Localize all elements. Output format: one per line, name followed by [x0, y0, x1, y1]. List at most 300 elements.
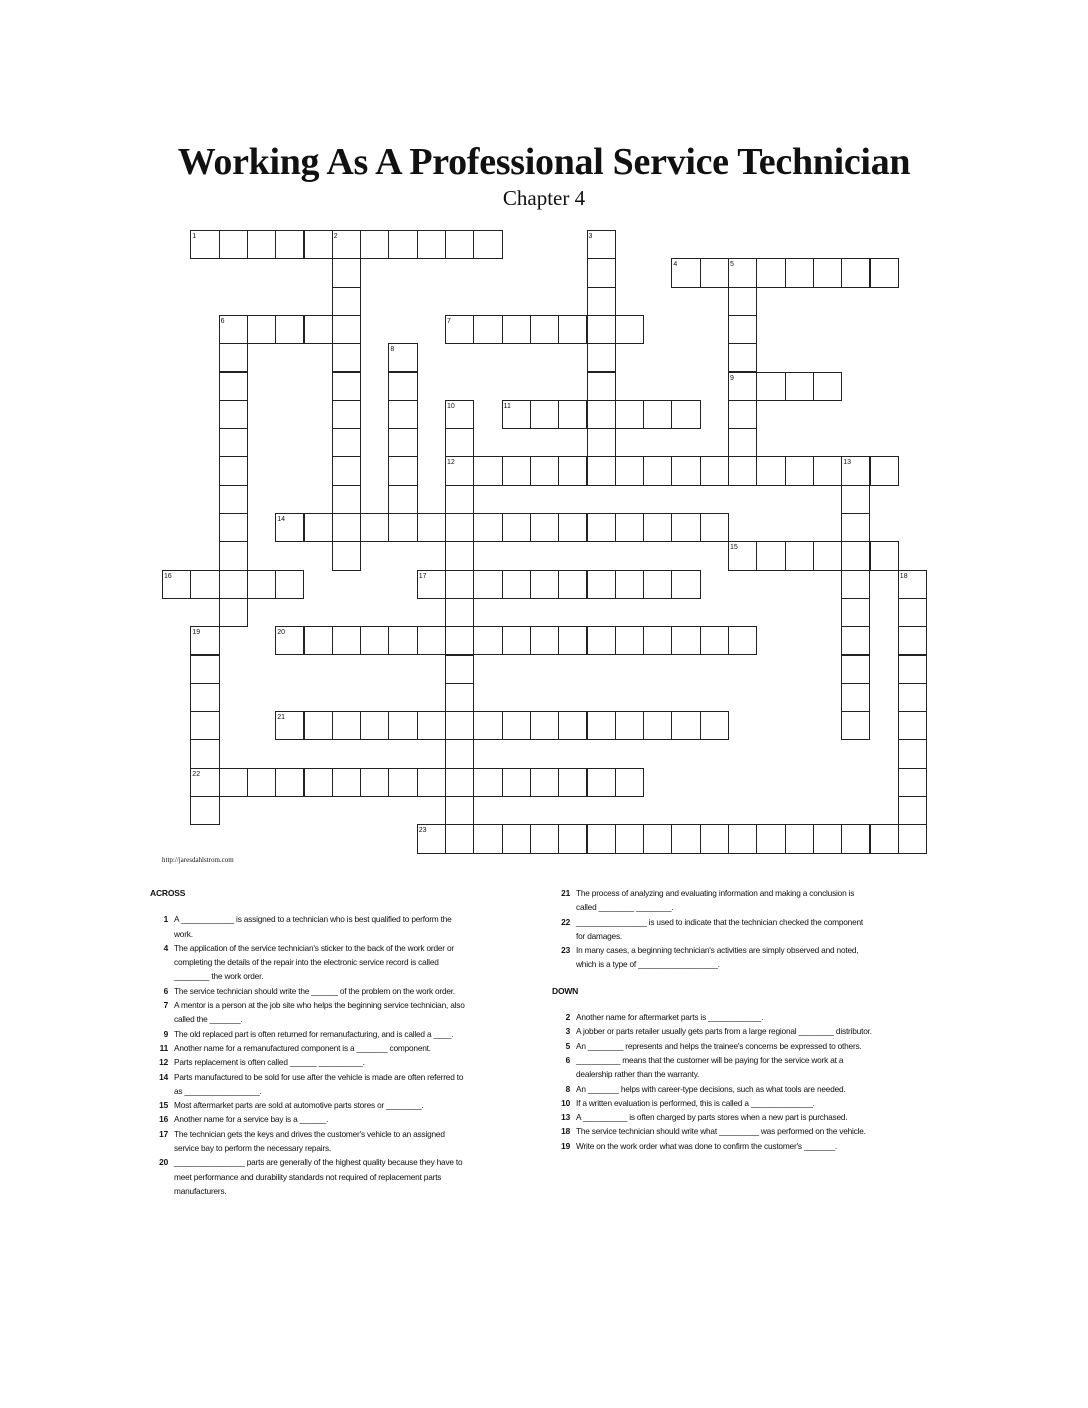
grid-cell[interactable]: [445, 315, 474, 344]
grid-cell[interactable]: [898, 768, 927, 797]
grid-cell[interactable]: [332, 768, 361, 797]
grid-cell[interactable]: [247, 768, 276, 797]
grid-cell[interactable]: [643, 570, 672, 599]
grid-cell[interactable]: [813, 824, 842, 853]
grid-cell[interactable]: [445, 711, 474, 740]
grid-cell[interactable]: [728, 315, 757, 344]
grid-cell[interactable]: [671, 258, 700, 287]
grid-cell[interactable]: [332, 513, 361, 542]
grid-cell[interactable]: [445, 768, 474, 797]
grid-cell[interactable]: [898, 824, 927, 853]
grid-cell[interactable]: [360, 768, 389, 797]
clue-text: Most aftermarket parts are sold at automotive parts stores or ________.: [174, 1100, 424, 1111]
grid-cell[interactable]: [360, 626, 389, 655]
grid-cell[interactable]: [898, 711, 927, 740]
grid-cell[interactable]: [530, 315, 559, 344]
grid-cell[interactable]: [219, 456, 248, 485]
clue-number: 6: [565, 1054, 570, 1065]
grid-cell[interactable]: [473, 824, 502, 853]
clue-number: 19: [561, 1140, 570, 1151]
grid-cell[interactable]: [275, 315, 304, 344]
grid-cell[interactable]: [615, 456, 644, 485]
grid-cell[interactable]: [445, 683, 474, 712]
grid-cell[interactable]: [615, 824, 644, 853]
grid-cell[interactable]: [190, 768, 219, 797]
across-clues-column: [150, 886, 470, 1198]
grid-cell[interactable]: [388, 626, 417, 655]
grid-cell[interactable]: [219, 485, 248, 514]
clue-number-label: 10: [447, 402, 455, 410]
grid-cell[interactable]: [728, 287, 757, 316]
grid-cell[interactable]: [190, 230, 219, 259]
clue-number-label: 5: [730, 261, 734, 269]
grid-cell[interactable]: [870, 824, 899, 853]
grid-cell[interactable]: [643, 513, 672, 542]
down-clue: [552, 1082, 872, 1096]
grid-cell[interactable]: [332, 230, 361, 259]
clue-number-label: 14: [277, 516, 285, 523]
clue-text: The process of analyzing and evaluating information and making a conclusion is called ________ ________.: [576, 888, 855, 913]
grid-cell[interactable]: [870, 541, 899, 570]
clue-number-label: 13: [843, 459, 851, 467]
grid-cell[interactable]: [841, 258, 870, 287]
grid-cell[interactable]: [275, 513, 304, 542]
down-clue: [552, 1124, 872, 1138]
grid-cell[interactable]: [473, 768, 502, 797]
grid-cell[interactable]: [417, 570, 446, 599]
grid-cell[interactable]: [615, 711, 644, 740]
grid-cell[interactable]: [445, 485, 474, 514]
grid-cell[interactable]: [530, 513, 559, 542]
clue-number-label: 17: [418, 572, 427, 580]
grid-cell[interactable]: [417, 711, 446, 740]
grid-cell[interactable]: [332, 541, 361, 570]
grid-cell[interactable]: [700, 258, 729, 287]
grid-cell[interactable]: [756, 456, 785, 485]
grid-cell[interactable]: [219, 315, 248, 344]
clue-text: ________________ parts are generally of the highest quality because they have to meet performance and durability standards not required of replacement parts manufacturers.: [174, 1157, 463, 1196]
grid-cell[interactable]: [587, 711, 616, 740]
across-clue: [150, 1112, 470, 1126]
grid-cell[interactable]: [445, 598, 474, 627]
grid-cell[interactable]: [587, 372, 616, 401]
clue-number: 13: [561, 1112, 570, 1123]
grid-cell[interactable]: [756, 258, 785, 287]
down-clue: [552, 1053, 872, 1082]
grid-cell[interactable]: [275, 570, 304, 599]
grid-cell[interactable]: [587, 315, 616, 344]
grid-cell[interactable]: [332, 626, 361, 655]
grid-cell[interactable]: [841, 683, 870, 712]
across-clue: [150, 1041, 470, 1055]
grid-cell[interactable]: [587, 824, 616, 853]
across-clue: [150, 1155, 470, 1198]
grid-cell[interactable]: [587, 400, 616, 429]
grid-cell[interactable]: [643, 626, 672, 655]
grid-cell[interactable]: [162, 570, 191, 599]
clue-number-label: 8: [390, 346, 395, 354]
grid-cell[interactable]: [275, 768, 304, 797]
grid-cell[interactable]: [898, 598, 927, 627]
grid-cell[interactable]: [445, 824, 474, 853]
grid-cell[interactable]: [388, 711, 417, 740]
grid-cell[interactable]: [558, 626, 587, 655]
grid-cell[interactable]: [502, 315, 531, 344]
grid-cell[interactable]: [587, 456, 616, 485]
grid-cell[interactable]: [898, 739, 927, 768]
grid-cell[interactable]: [417, 824, 446, 853]
grid-cell[interactable]: [898, 796, 927, 825]
grid-cell[interactable]: [445, 626, 474, 655]
grid-cell[interactable]: [190, 655, 219, 684]
grid-cell[interactable]: [615, 315, 644, 344]
grid-cell[interactable]: [219, 400, 248, 429]
grid-cell[interactable]: [898, 683, 927, 712]
grid-cell[interactable]: [417, 626, 446, 655]
grid-cell[interactable]: [643, 711, 672, 740]
clue-text: Parts manufactured to be sold for use after the vehicle is made are often referred to as _________________.: [174, 1071, 464, 1096]
grid-cell[interactable]: [275, 711, 304, 740]
grid-cell[interactable]: [502, 626, 531, 655]
grid-cell[interactable]: [756, 541, 785, 570]
grid-cell[interactable]: [388, 400, 417, 429]
grid-cell[interactable]: [332, 400, 361, 429]
grid-cell[interactable]: [332, 315, 361, 344]
grid-cell[interactable]: [558, 768, 587, 797]
down-heading: DOWN: [552, 985, 579, 996]
grid-cell[interactable]: [558, 456, 587, 485]
clue-number: 2: [565, 1012, 570, 1023]
grid-cell[interactable]: [530, 711, 559, 740]
clue-number-label: 6: [220, 317, 225, 325]
grid-cell[interactable]: [728, 428, 757, 457]
clue-text: The service technician should write the ______ of the problem on the work order.: [174, 985, 456, 996]
grid-cell[interactable]: [813, 456, 842, 485]
grid-cell[interactable]: [700, 711, 729, 740]
down-clue: [552, 1096, 872, 1110]
grid-cell[interactable]: [728, 400, 757, 429]
grid-cell[interactable]: [190, 626, 219, 655]
grid-cell[interactable]: [898, 570, 927, 599]
grid-cell[interactable]: [190, 570, 219, 599]
grid-cell[interactable]: [841, 711, 870, 740]
grid-cell[interactable]: [587, 570, 616, 599]
clue-number-label: 2: [333, 233, 338, 240]
clue-number: 1: [163, 914, 168, 925]
grid-cell[interactable]: [587, 258, 616, 287]
down-clue: [552, 1039, 872, 1053]
grid-cell[interactable]: [388, 485, 417, 514]
grid-cell[interactable]: [190, 711, 219, 740]
grid-cell[interactable]: [247, 230, 276, 259]
grid-cell[interactable]: [275, 626, 304, 655]
across-clue: [150, 998, 470, 1027]
across-clue: [150, 1055, 470, 1069]
grid-cell[interactable]: [643, 456, 672, 485]
grid-cell[interactable]: [332, 287, 361, 316]
grid-cell[interactable]: [671, 824, 700, 853]
grid-cell[interactable]: [587, 626, 616, 655]
grid-cell[interactable]: [502, 711, 531, 740]
grid-cell[interactable]: [785, 372, 814, 401]
grid-cell[interactable]: [615, 513, 644, 542]
grid-cell[interactable]: [898, 626, 927, 655]
grid-cell[interactable]: [841, 655, 870, 684]
grid-cell[interactable]: [417, 230, 446, 259]
grid-cell[interactable]: [870, 258, 899, 287]
grid-cell[interactable]: [473, 570, 502, 599]
grid-cell[interactable]: [417, 513, 446, 542]
clue-text: Parts replacement is often called ______ __________.: [174, 1057, 365, 1068]
grid-cell[interactable]: [841, 824, 870, 853]
clue-number: 16: [159, 1114, 168, 1125]
grid-cell[interactable]: [587, 287, 616, 316]
grid-cell[interactable]: [841, 570, 870, 599]
page-title: Working As A Professional Service Technician: [177, 141, 911, 183]
clue-number: 11: [159, 1042, 168, 1053]
grid-cell[interactable]: [643, 824, 672, 853]
clue-text: __________ means that the customer will be paying for the service work at a dealership rather than the warranty.: [576, 1054, 844, 1080]
grid-cell[interactable]: [502, 400, 531, 429]
grid-cell[interactable]: [388, 456, 417, 485]
grid-cell[interactable]: [728, 258, 757, 287]
grid-cell[interactable]: [304, 513, 333, 542]
grid-cell[interactable]: [841, 626, 870, 655]
clue-text: An _______ helps with career-type decisions, such as what tools are needed.: [576, 1083, 846, 1094]
clue-number-label: 23: [418, 827, 427, 835]
grid-cell[interactable]: [445, 570, 474, 599]
down-clue: [552, 1110, 872, 1124]
grid-cell[interactable]: [473, 626, 502, 655]
across-clue: [150, 1098, 470, 1112]
grid-cell[interactable]: [304, 315, 333, 344]
clue-number: 5: [565, 1040, 570, 1051]
grid-cell[interactable]: [219, 541, 248, 570]
across-clue: [150, 941, 470, 984]
grid-cell[interactable]: [360, 513, 389, 542]
grid-cell[interactable]: [473, 315, 502, 344]
grid-cell[interactable]: [247, 570, 276, 599]
grid-cell[interactable]: [473, 456, 502, 485]
grid-cell[interactable]: [219, 343, 248, 372]
across-clue: [150, 1027, 470, 1041]
clue-number: 7: [163, 1000, 168, 1011]
grid-cell[interactable]: [841, 513, 870, 542]
grid-cell[interactable]: [785, 456, 814, 485]
across-clue: [150, 1127, 470, 1156]
clue-number-label: 15: [730, 544, 738, 552]
grid-cell[interactable]: [388, 372, 417, 401]
grid-cell[interactable]: [558, 513, 587, 542]
grid-cell[interactable]: [304, 626, 333, 655]
grid-cell[interactable]: [587, 230, 616, 259]
across-clue: [552, 915, 872, 944]
grid-cell[interactable]: [728, 343, 757, 372]
grid-cell[interactable]: [332, 485, 361, 514]
grid-cell[interactable]: [841, 485, 870, 514]
grid-cell[interactable]: [388, 230, 417, 259]
clue-number: 20: [159, 1157, 168, 1168]
grid-cell[interactable]: [558, 711, 587, 740]
clue-number-label: 16: [164, 572, 172, 580]
clue-text: An ________ represents and helps the trainee's concerns be expressed to others.: [576, 1040, 862, 1051]
grid-cell[interactable]: [219, 372, 248, 401]
clue-number-label: 22: [192, 770, 201, 778]
grid-cell[interactable]: [219, 230, 248, 259]
grid-cell[interactable]: [841, 598, 870, 627]
grid-cell[interactable]: [219, 768, 248, 797]
grid-cell[interactable]: [530, 456, 559, 485]
grid-cell[interactable]: [190, 683, 219, 712]
grid-cell[interactable]: [304, 711, 333, 740]
clue-text: Write on the work order what was done to confirm the customer's _______.: [576, 1140, 837, 1151]
grid-cell[interactable]: [558, 570, 587, 599]
grid-cell[interactable]: [530, 824, 559, 853]
grid-cell[interactable]: [388, 428, 417, 457]
grid-cell[interactable]: [700, 824, 729, 853]
grid-cell[interactable]: [388, 768, 417, 797]
grid-cell[interactable]: [558, 824, 587, 853]
grid-cell[interactable]: [643, 400, 672, 429]
grid-cell[interactable]: [530, 626, 559, 655]
grid-cell[interactable]: [445, 513, 474, 542]
grid-cell[interactable]: [813, 258, 842, 287]
grid-cell[interactable]: [445, 739, 474, 768]
grid-cell[interactable]: [219, 428, 248, 457]
grid-cell[interactable]: [671, 626, 700, 655]
grid-cell[interactable]: [332, 456, 361, 485]
across-clue: [150, 1070, 470, 1099]
source-url: http://jaresdahlstrom.com: [162, 856, 234, 864]
grid-cell[interactable]: [587, 343, 616, 372]
clue-number: 8: [565, 1083, 570, 1094]
grid-cell[interactable]: [785, 824, 814, 853]
grid-cell[interactable]: [728, 456, 757, 485]
grid-cell[interactable]: [332, 711, 361, 740]
grid-cell[interactable]: [870, 456, 899, 485]
grid-cell[interactable]: [587, 513, 616, 542]
grid-cell[interactable]: [219, 513, 248, 542]
down-clues-column: [552, 886, 872, 1153]
clue-number-label: 18: [899, 572, 908, 580]
grid-cell[interactable]: [502, 456, 531, 485]
grid-cell[interactable]: [304, 230, 333, 259]
grid-cell[interactable]: [219, 598, 248, 627]
grid-cell[interactable]: [473, 711, 502, 740]
grid-cell[interactable]: [615, 626, 644, 655]
clue-number: 9: [163, 1028, 168, 1039]
clue-text: Another name for aftermarket parts is ____________.: [576, 1012, 764, 1023]
grid-cell[interactable]: [360, 711, 389, 740]
grid-cell[interactable]: [445, 428, 474, 457]
grid-cell[interactable]: [445, 541, 474, 570]
clue-number: 4: [163, 942, 168, 953]
grid-cell[interactable]: [502, 824, 531, 853]
grid-cell[interactable]: [502, 513, 531, 542]
grid-cell[interactable]: [671, 711, 700, 740]
grid-cell[interactable]: [587, 428, 616, 457]
grid-cell[interactable]: [502, 768, 531, 797]
grid-cell[interactable]: [558, 315, 587, 344]
grid-cell[interactable]: [304, 768, 333, 797]
grid-cell[interactable]: [813, 372, 842, 401]
grid-cell[interactable]: [700, 513, 729, 542]
grid-cell[interactable]: [332, 372, 361, 401]
grid-cell[interactable]: [785, 258, 814, 287]
grid-cell[interactable]: [445, 230, 474, 259]
grid-cell[interactable]: [587, 768, 616, 797]
grid-cell[interactable]: [615, 570, 644, 599]
grid-cell[interactable]: [558, 400, 587, 429]
grid-cell[interactable]: [728, 541, 757, 570]
grid-cell[interactable]: [898, 655, 927, 684]
grid-cell[interactable]: [530, 400, 559, 429]
clue-text: The application of the service technician's sticker to the back of the work order or completing the details of the repair into the electronic service record is called ________ the work order.: [174, 942, 454, 982]
grid-cell[interactable]: [615, 400, 644, 429]
clue-number-label: 21: [277, 714, 285, 722]
grid-cell[interactable]: [756, 824, 785, 853]
grid-cell[interactable]: [615, 768, 644, 797]
grid-cell[interactable]: [445, 400, 474, 429]
grid-cell[interactable]: [332, 258, 361, 287]
grid-cell[interactable]: [502, 570, 531, 599]
grid-cell[interactable]: [785, 541, 814, 570]
clue-number-label: 7: [447, 317, 451, 325]
grid-cell[interactable]: [700, 456, 729, 485]
grid-cell[interactable]: [445, 655, 474, 684]
grid-cell[interactable]: [841, 456, 870, 485]
grid-cell[interactable]: [190, 739, 219, 768]
clue-number: 6: [163, 985, 168, 996]
grid-cell[interactable]: [813, 541, 842, 570]
clue-text: Another name for a remanufactured component is a _______ component.: [174, 1042, 431, 1053]
grid-cell[interactable]: [473, 513, 502, 542]
grid-cell[interactable]: [360, 230, 389, 259]
clue-text: A jobber or parts retailer usually gets parts from a large regional ________ distributor.: [576, 1026, 872, 1037]
grid-cell[interactable]: [728, 626, 757, 655]
grid-cell[interactable]: [671, 570, 700, 599]
grid-cell[interactable]: [388, 513, 417, 542]
grid-cell[interactable]: [417, 768, 446, 797]
grid-cell[interactable]: [275, 230, 304, 259]
grid-cell[interactable]: [700, 626, 729, 655]
grid-cell[interactable]: [756, 372, 785, 401]
grid-cell[interactable]: [247, 315, 276, 344]
grid-cell[interactable]: [671, 456, 700, 485]
grid-cell[interactable]: [671, 400, 700, 429]
grid-cell[interactable]: [530, 570, 559, 599]
grid-cell[interactable]: [728, 824, 757, 853]
grid-cell[interactable]: [445, 796, 474, 825]
clue-text: A ____________ is assigned to a technician who is best qualified to perform the work.: [174, 914, 452, 939]
grid-cell[interactable]: [728, 372, 757, 401]
grid-cell[interactable]: [332, 343, 361, 372]
grid-cell[interactable]: [841, 541, 870, 570]
grid-cell[interactable]: [190, 796, 219, 825]
clue-number: 22: [561, 916, 570, 927]
clue-text: If a written evaluation is performed, this is called a ______________.: [576, 1097, 815, 1108]
grid-cell[interactable]: [473, 230, 502, 259]
grid-cell[interactable]: [530, 768, 559, 797]
clue-text: ________________ is used to indicate that the technician checked the component for damages.: [576, 916, 864, 941]
grid-cell[interactable]: [671, 513, 700, 542]
grid-cell[interactable]: [332, 428, 361, 457]
clue-number-label: 9: [730, 374, 734, 382]
clue-text: A mentor is a person at the job site who helps the beginning service technician, also called the _______.: [174, 1000, 465, 1025]
grid-cell[interactable]: [219, 570, 248, 599]
grid-cell[interactable]: [388, 343, 417, 372]
grid-cell[interactable]: [445, 456, 474, 485]
